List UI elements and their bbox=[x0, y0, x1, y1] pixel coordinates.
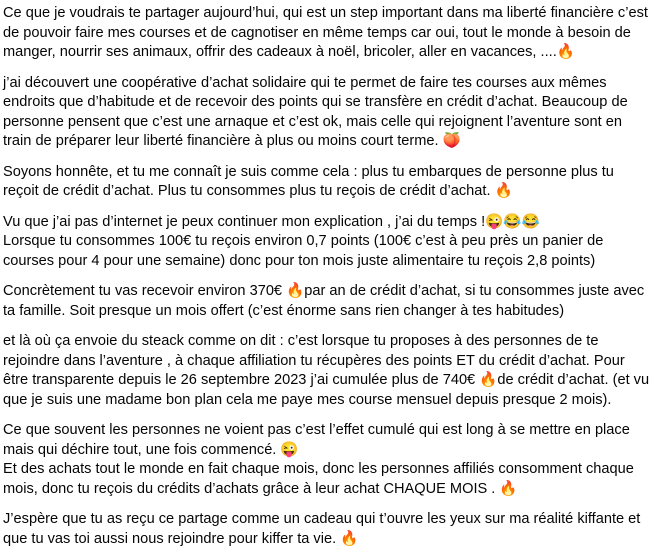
post-paragraph: j’ai découvert une coopérative d’achat solidaire qui te permet de faire tes courses aux mêmes endroits que d’habitude et de recevoir des points qui se transfère en crédit d’achat. Beaucoup de personne pensent que c’est une arnaque et c’est ok, mais celle qui rejoignent l’aventure sont en train de préparer leur liberté financière à plus ou moins court terme. 🍑 bbox=[3, 74, 628, 149]
post-paragraph: Ce que je voudrais te partager aujourd’hui, qui est un step important dans ma liberté financière c’est de pouvoir faire mes courses et de cagnotiser en même temps car oui, tout le monde à besoin de manger, nourrir ses animaux, offrir des cadeaux à noël, bricoler, aller en vacances, ....🔥 bbox=[3, 5, 648, 60]
post-paragraph: et là où ça envoie du steack comme on dit : c’est lorsque tu proposes à des personnes de te rejoindre dans l’aventure , à chaque affiliation tu récupères des points ET du crédit d’achat. Pour être transparente depuis le 26 septembre 2023 j’ai cumulée plus de 740€ 🔥de crédit d’achat. (et vu que je suis une madame bon plan cela me paye mes course mensuel depuis presque 2 mois). bbox=[3, 333, 650, 408]
post-paragraph: J’espère que tu as reçu ce partage comme un cadeau qui t’ouvre les yeux sur ma réalité kiffante et que tu vas toi aussi nous rejoindre pour kiffer ta vie. 🔥 bbox=[3, 511, 641, 547]
post-paragraph: Vu que j’ai pas d’internet je peux continuer mon explication , j’ai du temps !😜😂😂 Lorsque tu consommes 100€ tu reçois environ 0,7 points (100€ c’est à peu près un panier de courses pour 4 pour une semaine) donc pour ton mois juste alimentaire tu reçois 2,8 points) bbox=[3, 213, 604, 269]
post-paragraph: Soyons honnête, et tu me connaît je suis comme cela : plus tu embarques de personne plus tu reçoit de crédit d’achat. Plus tu consommes plus tu reçois de crédit d’achat. 🔥 bbox=[3, 163, 614, 199]
post-paragraph: Ce que souvent les personnes ne voient pas c’est l’effet cumulé qui est long à se mettre en place mais qui déchire tout, une fois commencé. 😜 Et des achats tout le monde en fait chaque mois, donc les personnes affiliés consomment chaque mois, donc tu reçois du crédits d’achats grâce à leur achat CHAQUE MOIS . 🔥 bbox=[3, 422, 634, 497]
post-paragraph: Concrètement tu vas recevoir environ 370€ 🔥par an de crédit d’achat, si tu consommes juste avec ta famille. Soit presque un mois offert (c’est énorme sans rien changer à tes habitudes) bbox=[3, 283, 645, 319]
